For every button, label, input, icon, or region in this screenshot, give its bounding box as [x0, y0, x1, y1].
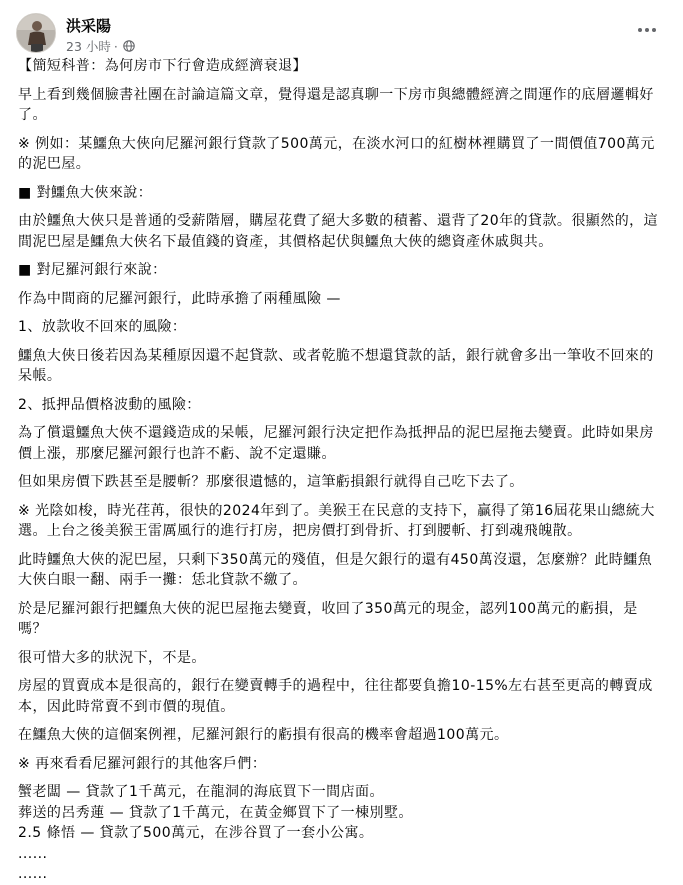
- meta-separator: ·: [113, 38, 118, 54]
- post-header: [16, 12, 671, 56]
- post-paragraph: 在鱷魚大俠的這個案例裡，尼羅河銀行的虧損有很高的機率會超過100萬元。: [18, 727, 509, 743]
- post-paragraph: 為了償還鱷魚大俠不還錢造成的呆帳，尼羅河銀行決定把作為抵押品的泥巴屋拖去變賣。此時如果房價上漲，那麼尼羅河銀行也許不虧、說不定還賺。: [18, 425, 654, 462]
- section-heading: ■ 對尼羅河銀行來說：: [18, 262, 167, 278]
- post-paragraph: ※ 光陰如梭，時光荏苒，很快的2024年到了。美猴王在民意的支持下，贏得了第16屆花果山總統大選。上台之後美猴王雷厲風行的進行打房，把房價打到骨折、打到腰斬、打到魂飛魄散。: [18, 502, 655, 539]
- post-paragraph: 鱷魚大俠日後若因為某種原因還不起貸款、或者乾脆不想還貸款的話，銀行就會多出一筆收不回來的呆帳。: [18, 347, 654, 384]
- post-paragraph: ※ 例如：某鱷魚大俠向尼羅河銀行貸款了500萬元，在淡水河口的紅樹林裡購買了一間價值700萬元的泥巴屋。: [18, 135, 655, 172]
- post-paragraph: 作為中間商的尼羅河銀行，此時承擔了兩種風險 —: [18, 290, 341, 307]
- section-heading: ■ 對鱷魚大俠來說：: [18, 184, 153, 201]
- more-dots-icon: [637, 27, 657, 33]
- author-avatar[interactable]: [16, 13, 56, 53]
- sub-heading: 2、抵押品價格波動的風險：: [18, 396, 201, 413]
- client-line: 蟹老闆 — 貸款了1千萬元，在龍洞的海底買下一間店面。: [18, 784, 384, 800]
- client-line: 葬送的呂秀蓮 — 貸款了1千萬元，在黃金鄉買下了一棟別墅。: [18, 804, 413, 821]
- post-paragraph: 早上看到幾個臉書社團在討論這篇文章，覺得還是認真聊一下房市與總體經濟之間運作的底層邏輯好了。: [18, 86, 654, 123]
- ellipsis-line: ......: [18, 866, 48, 882]
- post-title: 【簡短科普：為何房市下行會造成經濟衰退】: [18, 58, 307, 74]
- post-timestamp[interactable]: 23 小時: [66, 39, 111, 54]
- more-options-button[interactable]: [633, 18, 661, 42]
- post-paragraph: 於是尼羅河銀行把鱷魚大俠的泥巴屋拖去變賣，收回了350萬元的現金，認列100萬元的虧損，是嗎？: [18, 600, 638, 637]
- sub-heading: 1、放款收不回來的風險：: [18, 319, 187, 335]
- post-paragraph: 房屋的買賣成本是很高的，銀行在變賣轉手的過程中，往往都要負擔10-15%左右甚至更高的轉賣成本，因此時常賣不到市價的現值。: [18, 678, 653, 715]
- post-paragraph: 很可惜大多的狀況下，不是。: [18, 649, 206, 666]
- post-paragraph: 但如果房價下跌甚至是腰斬？那麼很遺憾的，這筆虧損銀行就得自己吃下去了。: [18, 474, 524, 490]
- post-paragraph: ※ 再來看看尼羅河銀行的其他客戶們：: [18, 755, 267, 772]
- post-paragraph: 此時鱷魚大俠的泥巴屋，只剩下350萬元的殘值，但是欠銀行的還有450萬沒還，怎麼辦？此時鱷魚大俠白眼一翻、兩手一攤：恁北貸款不繳了。: [18, 551, 653, 588]
- ellipsis-line: ......: [18, 845, 48, 862]
- post-body: [18, 56, 665, 885]
- post-meta: [66, 37, 135, 55]
- post-paragraph: 由於鱷魚大俠只是普通的受薪階層，購屋花費了絕大多數的積蓄、還背了20年的貸款。很顯然的，這間泥巴屋是鱷魚大俠名下最值錢的資產，其價格起伏與鱷魚大俠的總資產休戚與共。: [18, 213, 659, 250]
- avatar-photo-icon: [17, 14, 56, 53]
- globe-icon[interactable]: [123, 40, 135, 52]
- client-line: 2.5 條悟 — 貸款了500萬元，在涉谷買了一套小公寓。: [18, 825, 374, 841]
- author-name[interactable]: 洪采陽: [66, 17, 112, 35]
